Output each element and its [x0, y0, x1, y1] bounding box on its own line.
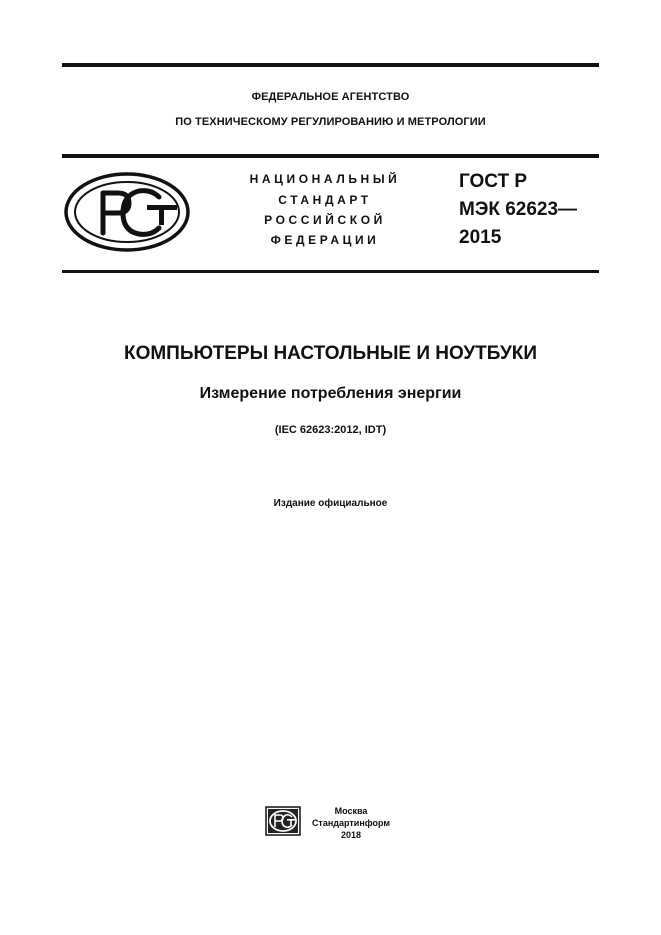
document-title: КОМПЬЮТЕРЫ НАСТОЛЬНЫЕ И НОУТБУКИ	[123, 343, 538, 364]
edition-label: Издание официальное	[273, 498, 388, 509]
national-label-line-1: НАЦИОНАЛЬНЫЙ	[249, 172, 401, 186]
top-rule	[62, 63, 599, 67]
national-label-line-4: ФЕДЕРАЦИИ	[270, 233, 380, 247]
standard-designation-line-2: МЭК 62623—	[459, 199, 578, 220]
standartinform-logo-icon	[265, 806, 301, 836]
agency-name-line-2: ПО ТЕХНИЧЕСКОМУ РЕГУЛИРОВАНИЮ И МЕТРОЛОГИИ	[175, 116, 486, 128]
publisher-name: Стандартинформ	[311, 818, 391, 828]
document-subtitle: Измерение потребления энергии	[199, 385, 462, 402]
agency-name-line-1: ФЕДЕРАЛЬНОЕ АГЕНТСТВО	[251, 91, 410, 103]
iec-reference: (IEC 62623:2012, IDT)	[274, 424, 387, 436]
national-label-line-3: РОССИЙСКОЙ	[264, 213, 386, 227]
middle-rule	[62, 154, 599, 158]
standard-designation-line-1: ГОСТ Р	[459, 171, 528, 192]
publisher-city: Москва	[334, 806, 368, 816]
gost-r-certification-logo-icon	[63, 171, 191, 253]
bottom-rule	[62, 270, 599, 273]
publication-year: 2018	[340, 830, 362, 840]
national-label-line-2: СТАНДАРТ	[278, 193, 372, 207]
standard-designation-line-3: 2015	[459, 227, 502, 248]
